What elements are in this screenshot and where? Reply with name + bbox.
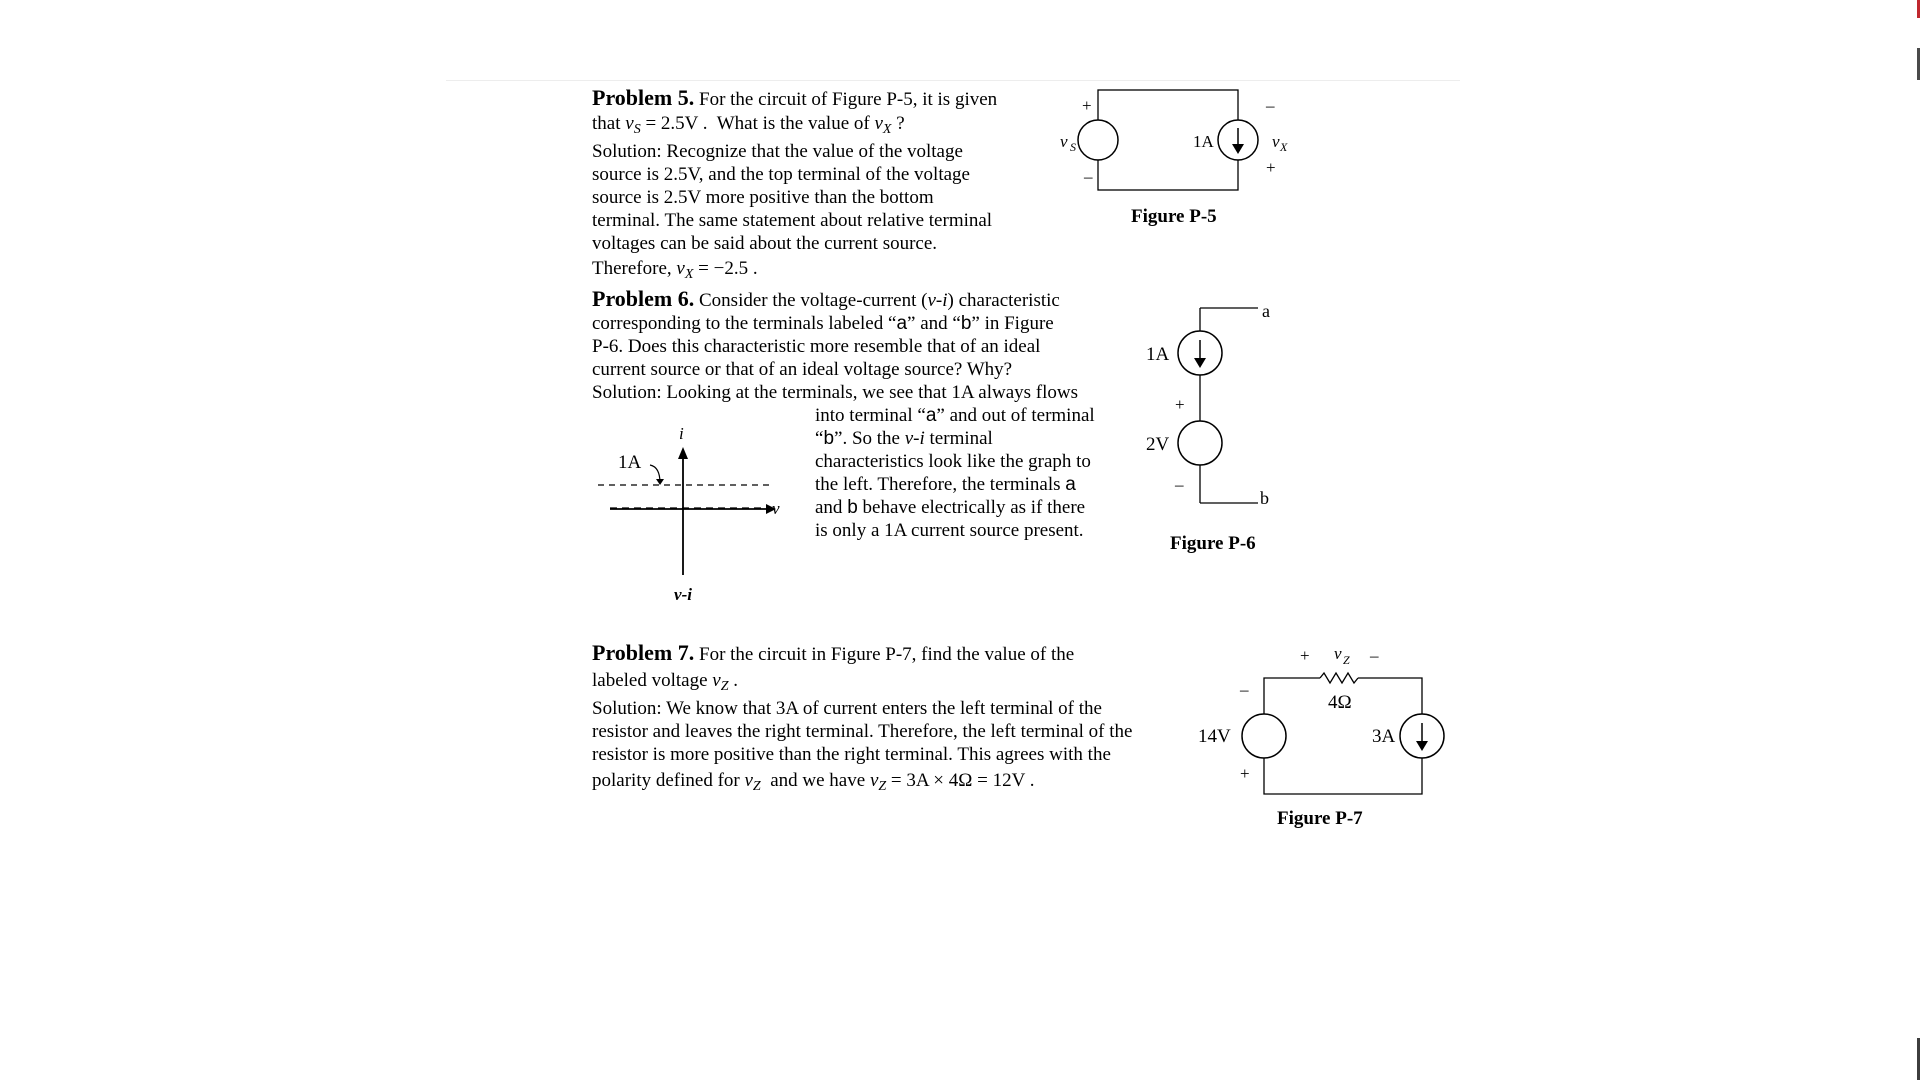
p7-last-a: polarity defined for — [592, 770, 740, 791]
p7-intro: For the circuit in Figure P-7, find the value of the — [699, 644, 1075, 665]
resistor-symbol — [1320, 673, 1358, 683]
r1-a: a — [925, 405, 937, 426]
r1b: ” and out of terminal — [936, 405, 1095, 426]
p6-vi: v-i — [927, 290, 948, 311]
problem7-answer — [592, 769, 1035, 798]
vs-plus: + — [1082, 96, 1092, 115]
vs-label: v — [1060, 132, 1068, 151]
vs-minus: – — [1084, 167, 1093, 186]
i-axis-arrow-icon — [678, 447, 688, 459]
caption-p7: Figure P-7 — [1277, 808, 1363, 829]
p6-a: a — [896, 313, 908, 334]
r2a: “ — [815, 428, 824, 449]
r5b: behave electrically as if there — [857, 497, 1086, 518]
that-word: that — [592, 113, 621, 134]
problem6-line4: current source or that of an ideal voltage source? Why? — [592, 359, 1013, 380]
vz-fig-label: v — [1334, 644, 1342, 663]
voltage-source-symbol — [1078, 120, 1118, 160]
problem6-right-2 — [815, 427, 993, 450]
p7-period: . — [733, 670, 739, 691]
p7-voltage-value: 14V — [1198, 726, 1231, 747]
vx-label-sub: X — [1280, 140, 1288, 154]
p6-l2c: ” in Figure — [971, 313, 1054, 334]
vx-label: v — [1272, 132, 1280, 151]
figure-p6 — [1140, 296, 1280, 541]
vz-plus: + — [1300, 646, 1310, 665]
vx-answer-symbol: v — [676, 258, 685, 279]
p6-plus: + — [1175, 395, 1185, 414]
terminal-a: a — [1262, 301, 1270, 321]
problem5-line2 — [592, 112, 905, 141]
vz-symbol: v — [712, 670, 721, 691]
problem7-heading: Problem 7. — [592, 640, 695, 665]
vz-sub-2: Z — [752, 779, 761, 794]
problem5-solution-1: Solution: Recognize that the value of the voltage — [592, 141, 963, 162]
problem5-heading: Problem 5. — [592, 85, 695, 110]
vi-characteristic-graph — [594, 425, 794, 615]
p6-l2b: ” and “ — [907, 313, 961, 334]
vx-plus: + — [1266, 158, 1276, 177]
problem6-right-6: is only a 1A current source present. — [815, 520, 1084, 541]
terminal-b: b — [1260, 488, 1269, 508]
r1a: into terminal “ — [815, 405, 926, 426]
vz-sub-3: Z — [878, 779, 887, 794]
problem7-solution-3: resistor is more positive than the right terminal. This agrees with the — [592, 744, 1111, 765]
p6-minus: – — [1175, 475, 1184, 494]
vs-given: = 2.5V . — [645, 113, 708, 134]
vx-symbol: v — [874, 113, 883, 134]
figure-p7 — [1190, 640, 1460, 805]
problem6-line3: P-6. Does this characteristic more resemble that of an ideal — [592, 336, 1041, 357]
problem6-right-3: characteristics look like the graph to — [815, 451, 1091, 472]
r2c: terminal — [924, 428, 993, 449]
problem7-line2 — [592, 669, 738, 698]
vi-caption: v-i — [674, 585, 692, 604]
vz-symbol-2: v — [744, 770, 753, 791]
problem6-line2 — [592, 312, 1054, 335]
problem7-solution-1: Solution: We know that 3A of current enters the left terminal of the — [592, 698, 1102, 719]
problem6-right-5 — [815, 496, 1085, 519]
vz-fig-sub: Z — [1343, 653, 1350, 667]
r4a: the left. Therefore, the terminals — [815, 474, 1066, 495]
problem6-right-1 — [815, 404, 1095, 427]
problem7-line1 — [592, 641, 1074, 666]
r2b: ”. So the — [834, 428, 905, 449]
resistor-value: 4Ω — [1328, 692, 1352, 713]
page-top-divider — [446, 80, 1460, 81]
problem7-solution-2: resistor and leaves the right terminal. Therefore, the left terminal of the — [592, 721, 1133, 742]
vz-sub: Z — [720, 679, 729, 694]
p6-b: b — [960, 313, 972, 334]
p6-l2a: corresponding to the terminals labeled “ — [592, 313, 897, 334]
vx-minus: – — [1266, 96, 1275, 115]
question-mark: ? — [896, 113, 905, 134]
r4-a: a — [1065, 474, 1076, 495]
problem6-right-4 — [815, 473, 1076, 496]
p6-voltage-source — [1178, 421, 1222, 465]
vx-answer-sub: X — [684, 267, 694, 282]
r5a: and — [815, 497, 848, 518]
vs-symbol: v — [625, 113, 634, 134]
p7-last-b: and we have — [770, 770, 866, 791]
vs-label-sub: S — [1070, 140, 1076, 154]
p7-plus: + — [1240, 764, 1250, 783]
problem5-answer — [592, 257, 758, 286]
p7-minus: – — [1240, 680, 1249, 699]
p7-current-value: 3A — [1372, 726, 1396, 747]
problem6-line1 — [592, 287, 1060, 312]
problem5-solution-3: source is 2.5V more positive than the bottom — [592, 187, 934, 208]
r5-b: b — [847, 497, 858, 518]
therefore-word: Therefore, — [592, 258, 672, 279]
problem6-heading: Problem 6. — [592, 286, 695, 311]
problem5-solution-4: terminal. The same statement about relative terminal — [592, 210, 993, 231]
i-axis-label: i — [679, 424, 684, 443]
r2-vi: v-i — [904, 428, 925, 449]
r2-b: b — [823, 428, 835, 449]
caption-p6: Figure P-6 — [1170, 533, 1256, 554]
figure-p5 — [1040, 80, 1288, 215]
p7-voltage-source — [1242, 714, 1286, 758]
p6-voltage-value: 2V — [1146, 434, 1170, 455]
p6-text-a: Consider the voltage-current ( — [699, 290, 928, 311]
current-value: 1A — [1193, 132, 1214, 151]
vertical-scrollbar[interactable] — [1914, 0, 1920, 1080]
p7-answer-eq: = 3A × 4Ω = 12V . — [890, 770, 1035, 791]
problem5-solution-2: source is 2.5V, and the top terminal of the voltage — [592, 164, 970, 185]
p7-l2: labeled voltage — [592, 670, 708, 691]
vs-sub: S — [633, 122, 641, 137]
problem5-line1 — [592, 86, 997, 111]
p6-text-b: ) characteristic — [947, 290, 1060, 311]
caption-p5: Figure P-5 — [1131, 206, 1217, 227]
problem5-solution-5: voltages can be said about the current source. — [592, 233, 938, 254]
problem6-line5: Solution: Looking at the terminals, we see that 1A always flows — [592, 382, 1079, 403]
p6-current-value: 1A — [1146, 344, 1170, 365]
problem5-intro: For the circuit of Figure P-5, it is given — [699, 89, 998, 110]
vz-symbol-3: v — [869, 770, 879, 791]
vz-minus: – — [1370, 646, 1379, 665]
v-axis-label: v — [772, 499, 780, 518]
vx-sub: X — [882, 122, 892, 137]
level-label: 1A — [618, 452, 642, 473]
answer-eq: = −2.5 . — [698, 258, 758, 279]
what-text: What is the value of — [716, 113, 870, 134]
